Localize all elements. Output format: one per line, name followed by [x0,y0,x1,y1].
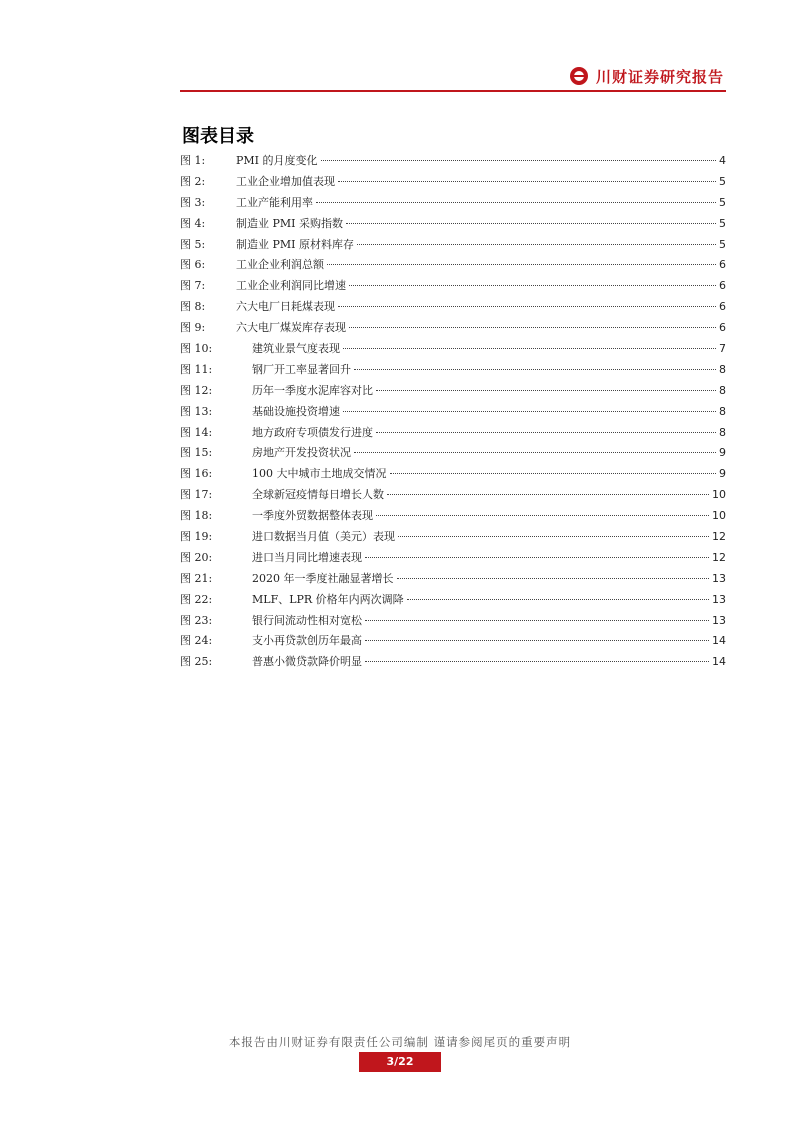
toc-entry-label [180,528,395,544]
toc-figure-number: 图 11: [180,362,213,376]
toc-figure-title: 进口数据当月值（美元）表现 [252,530,395,544]
toc-figure-number: 图 1: [180,154,206,167]
toc-entry[interactable] [180,173,726,194]
header-divider [180,90,726,92]
toc-dot-leader [321,160,716,161]
toc-dot-leader [376,515,709,516]
toc-figure-number: 图 2: [180,174,206,188]
toc-figure-title: 工业企业增加值表现 [236,174,335,188]
toc-entry-label [180,215,343,231]
toc-entry-label [180,570,394,586]
toc-dot-leader [343,411,716,412]
toc-title: 图表目录 [182,126,254,147]
toc-dot-leader [407,599,709,600]
toc-page-number: 9 [719,467,726,481]
toc-figure-number: 图 23: [180,613,213,627]
toc-entry[interactable] [180,382,726,403]
toc-figure-title: 地方政府专项债发行进度 [252,425,373,439]
toc-entry[interactable] [180,507,726,528]
toc-figure-number: 图 21: [180,571,213,585]
toc-entry-label [180,152,318,168]
toc-figure-number: 图 14: [180,425,213,439]
toc-dot-leader [365,640,709,641]
toc-dot-leader [390,473,717,474]
toc-page-number: 8 [719,383,726,397]
toc-figure-number: 图 7: [180,279,206,293]
page-number: 3/22 [359,1052,441,1072]
toc-entry-label [180,591,404,607]
toc-figure-title: 制造业 PMI 采购指数 [236,216,344,230]
toc-entry-label [180,444,351,460]
toc-dot-leader [354,369,716,370]
toc-entry[interactable] [180,653,726,674]
toc-figure-title: 工业企业利润总额 [236,258,324,272]
toc-page-number: 13 [712,613,726,627]
toc-entry-label [180,194,313,210]
toc-page-number: 14 [712,655,726,669]
toc-page-number: 10 [712,488,726,502]
toc-figure-title: 2020 年一季度社融显著增长 [252,571,394,585]
toc-dot-leader [327,264,716,265]
toc-entry[interactable] [180,152,726,173]
toc-page-number: 6 [719,300,726,314]
toc-figure-title: 银行间流动性相对宽松 [252,613,362,627]
toc-figure-title: 全球新冠疫情每日增长人数 [252,488,384,502]
toc-entry[interactable] [180,298,726,319]
toc-entry[interactable] [180,591,726,612]
toc-entry[interactable] [180,444,726,465]
toc-figure-title: 六大电厂煤炭库存表现 [236,321,346,335]
toc-page-number: 5 [719,237,726,251]
toc-entry[interactable] [180,194,726,215]
toc-dot-leader [338,181,716,182]
toc-page-number: 10 [712,509,726,523]
toc-entry[interactable] [180,486,726,507]
brand-name: 川财证券研究报告 [595,67,724,86]
toc-dot-leader [357,244,716,245]
toc-entry-label [180,465,387,481]
toc-figure-title: PMI 的月度变化 [236,154,318,167]
toc-dot-leader [354,452,716,453]
toc-dot-leader [376,390,716,391]
toc-entry[interactable] [180,528,726,549]
toc-entry[interactable] [180,424,726,445]
toc-figure-title: 一季度外贸数据整体表现 [252,509,373,523]
toc-entry[interactable] [180,403,726,424]
toc-figure-title: 建筑业景气度表现 [252,342,340,356]
toc-entry-label [180,403,340,419]
toc-figure-number: 图 18: [180,509,213,523]
toc-figure-number: 图 20: [180,550,213,564]
toc-figure-title: 制造业 PMI 原材料库存 [236,237,355,251]
toc-figure-number: 图 10: [180,342,213,356]
toc-figure-title: 工业产能利用率 [236,195,313,209]
header-brand [570,64,724,88]
toc-dot-leader [343,348,716,349]
toc-figure-title: 钢厂开工率显著回升 [252,362,351,376]
toc-figure-number: 图 13: [180,404,213,418]
toc-page-number: 4 [719,154,726,167]
toc-entry-label [180,653,362,669]
toc-dot-leader [398,536,709,537]
toc-entry-label [180,632,362,648]
toc-entry-label [180,319,346,335]
toc-entry[interactable] [180,570,726,591]
toc-entry[interactable] [180,277,726,298]
toc-page-number: 8 [719,425,726,439]
toc-figure-number: 图 22: [180,592,213,606]
toc-dot-leader [387,494,709,495]
toc-entry[interactable] [180,215,726,236]
toc-entry-label [180,507,373,523]
toc-page-number: 5 [719,195,726,209]
toc-page-number: 8 [719,404,726,418]
toc-page-number: 7 [719,342,726,356]
toc-dot-leader [349,327,716,328]
footer-disclaimer: 本报告由川财证券有限责任公司编制 谨请参阅尾页的重要声明 [228,1035,572,1049]
toc-figure-number: 图 4: [180,216,206,230]
toc-figure-number: 图 24: [180,634,213,648]
toc-entry[interactable] [180,549,726,570]
toc-dot-leader [376,432,716,433]
toc-entry[interactable] [180,319,726,340]
toc-dot-leader [346,223,716,224]
toc-page-number: 13 [712,571,726,585]
toc-figure-title: 历年一季度水泥库容对比 [252,383,373,397]
toc-entry[interactable] [180,256,726,277]
toc-figure-title: 房地产开发投资状况 [252,446,351,460]
toc-page-number: 13 [712,592,726,606]
toc-entry[interactable] [180,340,726,361]
toc-entry-label [180,340,340,356]
toc-page-number: 6 [719,258,726,272]
table-of-figures [180,152,726,674]
toc-entry-label [180,612,362,628]
toc-figure-number: 图 15: [180,446,213,460]
chuancai-logo-icon [570,67,588,85]
toc-page-number: 12 [712,550,726,564]
toc-figure-number: 图 6: [180,258,206,272]
toc-entry[interactable] [180,361,726,382]
toc-dot-leader [365,620,709,621]
toc-figure-title: 进口当月同比增速表现 [252,550,362,564]
toc-dot-leader [349,285,716,286]
toc-figure-title: 基础设施投资增速 [252,404,340,418]
toc-entry-label [180,298,335,314]
toc-figure-number: 图 19: [180,530,213,544]
toc-entry-label [180,173,335,189]
toc-figure-number: 图 9: [180,321,206,335]
toc-page-number: 9 [719,446,726,460]
toc-page-number: 12 [712,530,726,544]
toc-figure-number: 图 16: [180,467,213,481]
toc-entry-label [180,424,373,440]
toc-figure-title: 支小再贷款创历年最高 [252,634,362,648]
toc-page-number: 14 [712,634,726,648]
toc-dot-leader [365,557,709,558]
toc-page-number: 5 [719,174,726,188]
toc-entry-label [180,549,362,565]
toc-figure-title: 100 大中城市土地成交情况 [252,467,387,481]
toc-dot-leader [338,306,716,307]
toc-entry[interactable] [180,465,726,486]
toc-figure-number: 图 12: [180,383,213,397]
toc-figure-number: 图 17: [180,488,213,502]
toc-figure-title: 六大电厂日耗煤表现 [236,300,335,314]
toc-entry-label [180,256,324,272]
toc-entry[interactable] [180,632,726,653]
toc-entry[interactable] [180,236,726,257]
toc-page-number: 5 [719,216,726,230]
toc-figure-number: 图 3: [180,195,206,209]
toc-page-number: 8 [719,362,726,376]
toc-figure-title: 普惠小微贷款降价明显 [252,655,362,669]
toc-page-number: 6 [719,321,726,335]
toc-dot-leader [365,661,709,662]
toc-figure-number: 图 5: [180,237,206,251]
toc-figure-number: 图 8: [180,300,206,314]
toc-figure-title: 工业企业利润同比增速 [236,279,346,293]
toc-figure-number: 图 25: [180,655,213,669]
toc-entry-label [180,486,384,502]
toc-dot-leader [316,202,716,203]
toc-entry-label [180,361,351,377]
toc-entry-label [180,236,354,252]
toc-figure-title: MLF、LPR 价格年内两次调降 [252,592,404,606]
toc-dot-leader [397,578,710,579]
toc-entry[interactable] [180,612,726,633]
toc-page-number: 6 [719,279,726,293]
toc-entry-label [180,382,373,398]
toc-entry-label [180,277,346,293]
